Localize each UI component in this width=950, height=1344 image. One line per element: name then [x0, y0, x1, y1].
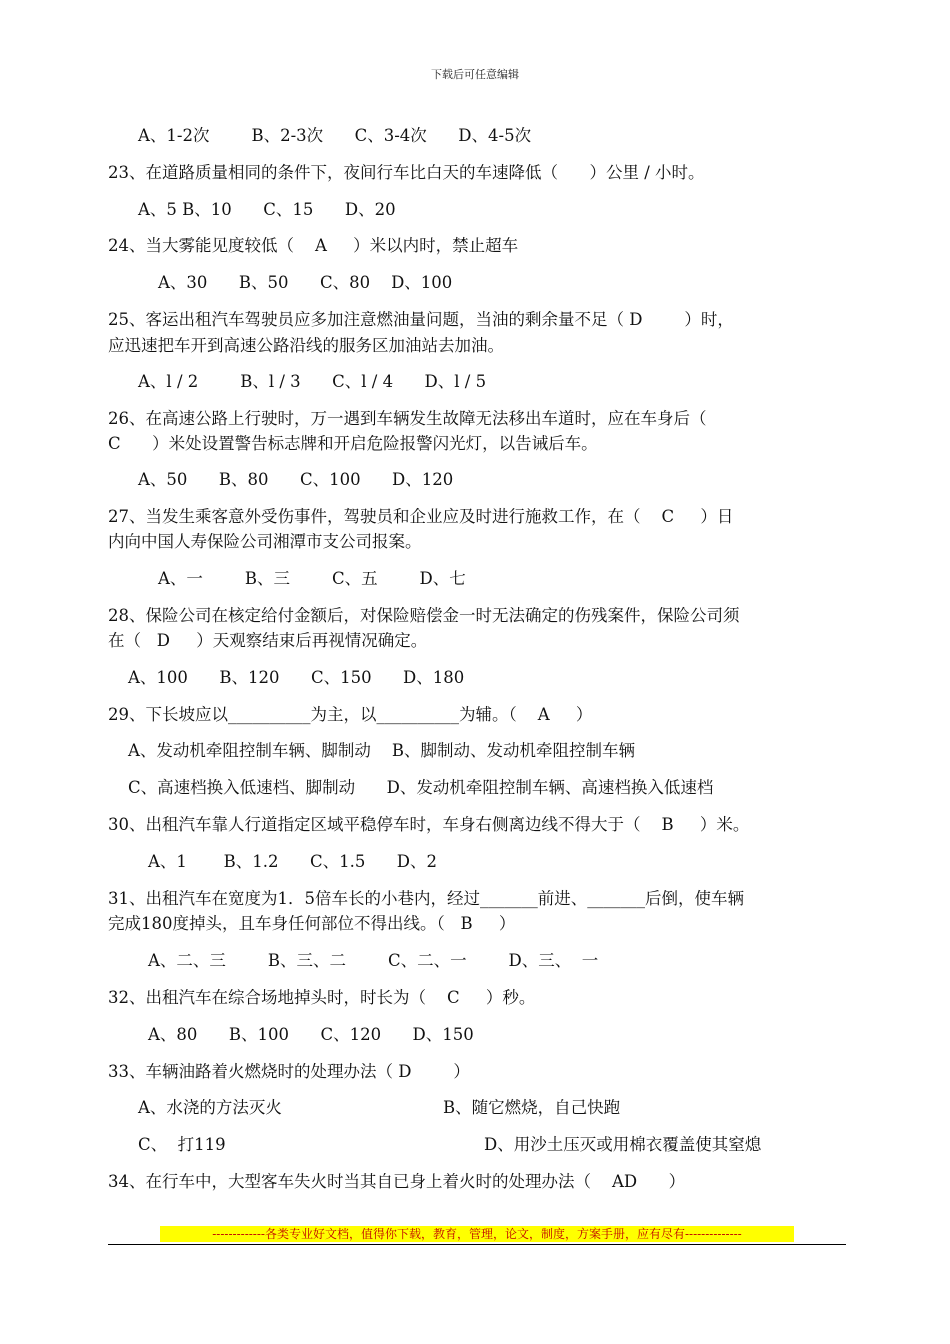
q30-options: A、1 B、1.2 C、1.5 D、2 — [148, 852, 438, 871]
q28-options: A、100 B、120 C、150 D、180 — [128, 668, 465, 687]
question-31-line1: 31、出租汽车在宽度为1．5倍车长的小巷内，经过_______前进、_______后倒，使车辆 — [108, 889, 744, 908]
q33-option-a: A、水浇的方法灭火 — [138, 1098, 282, 1117]
question-26-line1: 26、在高速公路上行驶时，万一遇到车辆发生故障无法移出车道时，应在车身后（ — [108, 409, 707, 428]
question-32: 32、出租汽车在综合场地掉头时，时长为（ C ）秒。 — [108, 988, 536, 1007]
question-26-line2: C ）米处设置警告标志牌和开启危险报警闪光灯，以告诫后车。 — [108, 434, 598, 453]
question-33: 33、车辆油路着火燃烧时的处理办法（ D ） — [108, 1062, 470, 1081]
question-24: 24、当大雾能见度较低（ A ）米以内时，禁止超车 — [108, 236, 519, 255]
q29-options-ab: A、发动机牵阻控制车辆、脚制动 B、脚制动、发动机牵阻控制车辆 — [128, 741, 636, 760]
q22-options: A、1-2次 B、2-3次 C、3-4次 D、4-5次 — [138, 126, 532, 145]
question-27-line1: 27、当发生乘客意外受伤事件，驾驶员和企业应及时进行施救工作，在（ C ）日 — [108, 507, 734, 526]
question-25-line1: 25、客运出租汽车驾驶员应多加注意燃油量问题，当油的剩余量不足（ D ）时， — [108, 310, 734, 329]
q32-options: A、80 B、100 C、120 D、150 — [148, 1025, 474, 1044]
q25-options: A、l / 2 B、l / 3 C、l / 4 D、l / 5 — [138, 372, 487, 391]
q33-option-b: B、随它燃烧，自己快跑 — [443, 1098, 621, 1117]
question-28-line2: 在（ D ）天观察结束后再视情况确定。 — [108, 631, 428, 650]
q29-options-cd: C、高速档换入低速档、脚制动 D、发动机牵阻控制车辆、高速档换入低速档 — [128, 778, 714, 797]
footer-divider — [108, 1244, 846, 1245]
question-30: 30、出租汽车靠人行道指定区域平稳停车时，车身右侧离边线不得大于（ B ）米。 — [108, 815, 750, 834]
q23-options: A、5 B、10 C、15 D、20 — [138, 200, 396, 219]
q26-options: A、50 B、80 C、100 D、120 — [138, 470, 454, 489]
q24-options: A、30 B、50 C、80 D、100 — [158, 273, 453, 292]
question-34: 34、在行车中，大型客车失火时当其自已身上着火时的处理办法（ AD ） — [108, 1172, 686, 1191]
question-25-line2: 应迅速把车开到高速公路沿线的服务区加油站去加油。 — [108, 336, 504, 355]
q33-option-d: D、用沙土压灭或用棉衣覆盖使其窒熄 — [484, 1135, 762, 1154]
q27-options: A、一 B、三 C、五 D、七 — [158, 569, 466, 588]
question-23: 23、在道路质量相同的条件下，夜间行车比白天的车速降低（ ）公里 / 小时。 — [108, 163, 705, 182]
footer-banner: -------------各类专业好文档，值得你下载，教育，管理，论文，制度，方案手册，应有尽有-------------- — [160, 1226, 794, 1242]
question-31-line2: 完成180度掉头，且车身任何部位不得出线。（ B ） — [108, 914, 516, 933]
question-29: 29、下长坡应以__________为主，以__________为辅。（ A ） — [108, 705, 593, 724]
q31-options: A、二、三 B、三、二 C、二、一 D、三、 一 — [148, 951, 599, 970]
header-note: 下载后可任意编辑 — [431, 68, 519, 81]
q33-option-c: C、 打119 — [138, 1135, 226, 1154]
question-27-line2: 内向中国人寿保险公司湘潭市支公司报案。 — [108, 532, 422, 551]
question-28-line1: 28、保险公司在核定给付金额后，对保险赔偿金一时无法确定的伤残案件，保险公司须 — [108, 606, 740, 625]
